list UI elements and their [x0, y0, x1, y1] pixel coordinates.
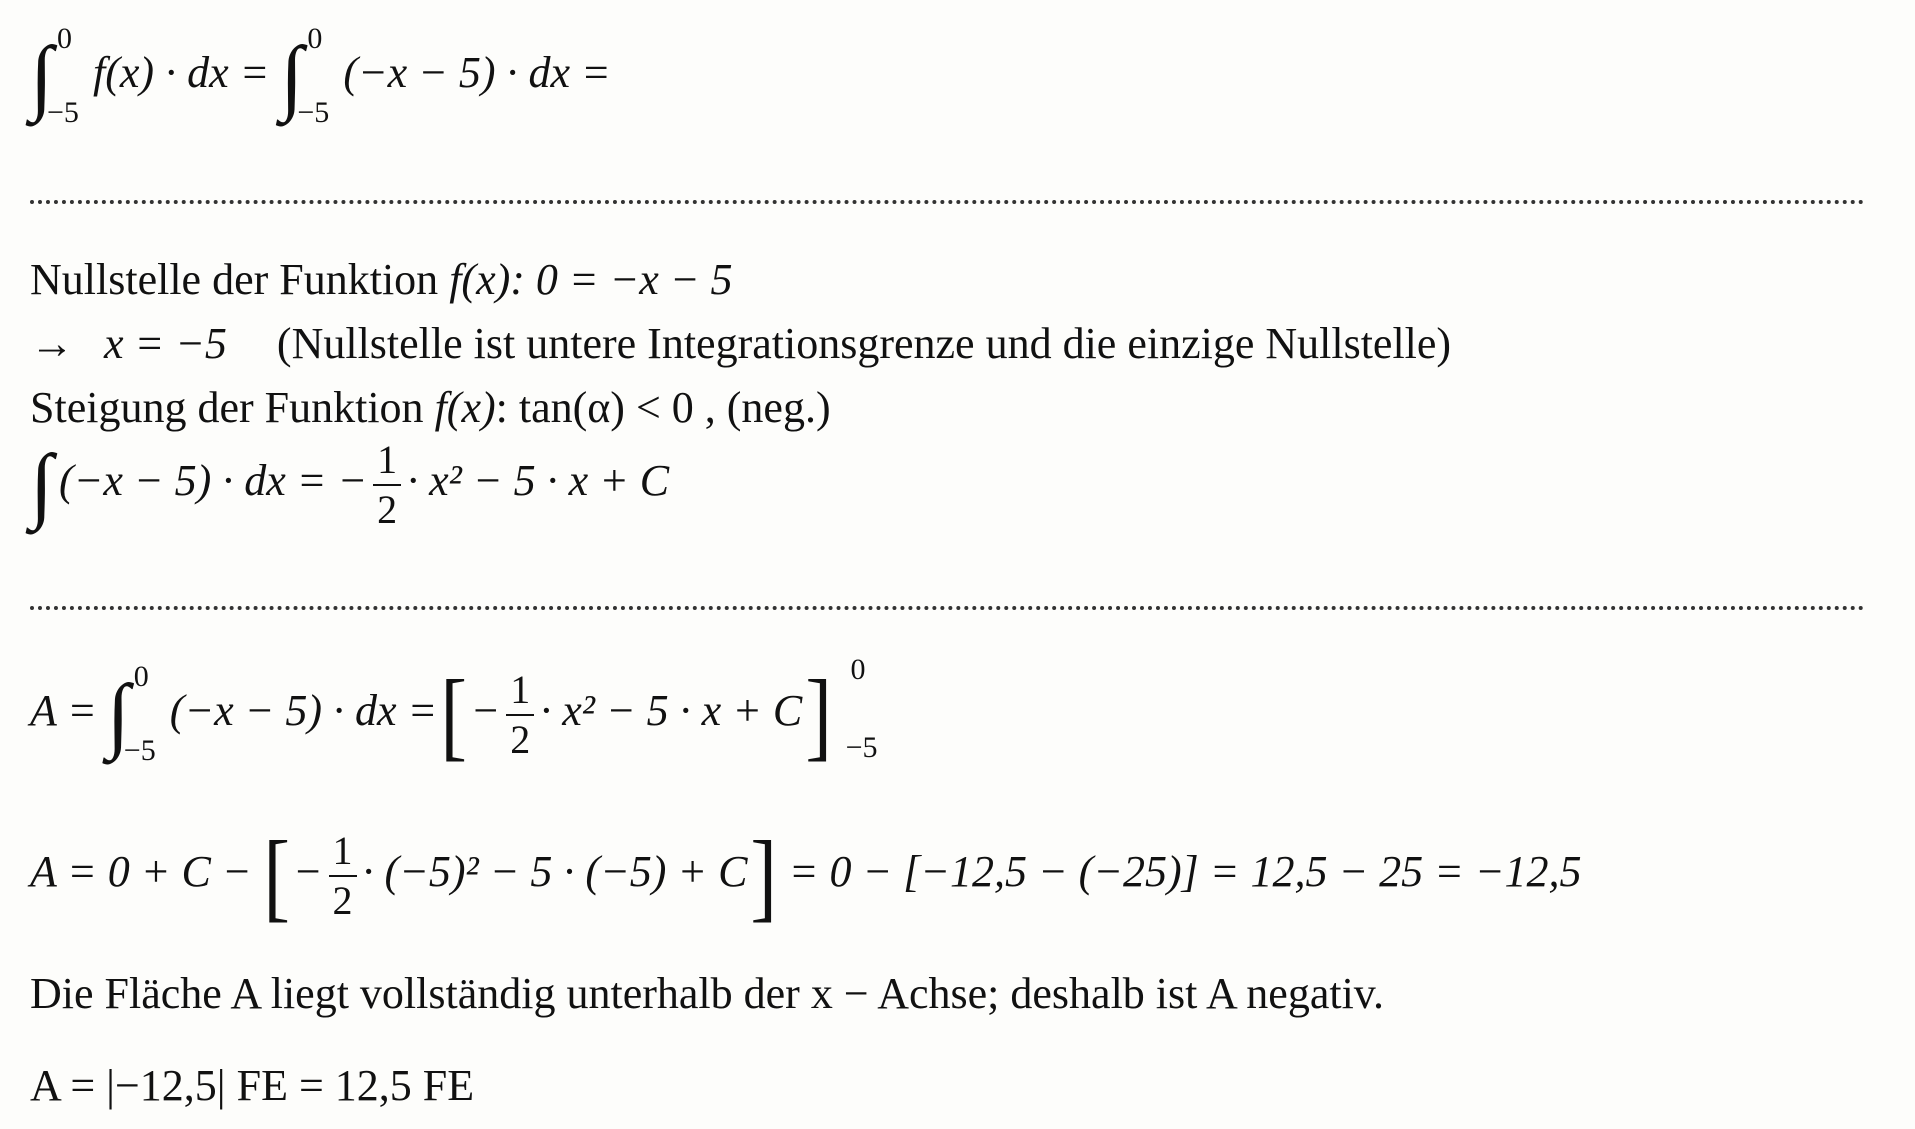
- integral-lhs: f(x) · dx =: [93, 48, 270, 98]
- dotted-separator: [30, 606, 1865, 610]
- equation-area-definite: A = ∫ 0 −5 (−x − 5) · dx =[− $\frac{1}{2}$ · x² − 5 · x + C] 0 −5: [30, 653, 878, 770]
- arrow-icon: →: [30, 319, 74, 368]
- equation-area-evaluation: A = 0 + C − [− $\frac{1}{2}$ · (−5)² − 5 · (−5) + C] = 0 − [−12,5 − (−25)] = 12,5 − 25 = −12,5: [30, 820, 1582, 931]
- equation-antiderivative: ∫ (−x − 5) · dx = − $\frac{1}{2}$ · x² − 5 · x + C: [30, 437, 670, 532]
- integral-limits: 0 −5: [123, 660, 156, 767]
- equation-final-area: A = |−12,5| FE = 12,5 FE: [30, 1061, 475, 1110]
- evaluation-bracket: [− $\frac{1}{2}$ · x² − 5 · x + C] 0 −5: [440, 653, 878, 770]
- integral-sign: ∫: [30, 30, 54, 123]
- integral-sign: ∫: [106, 668, 130, 761]
- fraction: $\frac{1}{2}$: [373, 440, 401, 530]
- equation-line-1: [30, 22, 611, 132]
- integral-sign: ∫: [30, 438, 54, 531]
- integral-limits: 0 −5: [47, 22, 79, 129]
- text-line-conclusion: Die Fläche A liegt vollständig unterhalb der x − Achse; deshalb ist A negativ.: [30, 969, 1384, 1018]
- dotted-separator: [30, 200, 1865, 204]
- text-line-root: → x = −5 (Nullstelle ist untere Integrationsgrenze und die einzige Nullstelle): [30, 319, 1452, 368]
- text-line-steigung: Steigung der Funktion f(x): tan(α) < 0 , (neg.): [30, 383, 831, 432]
- integral-rhs: (−x − 5) · dx =: [343, 48, 611, 98]
- integral-sign: ∫: [280, 30, 304, 123]
- text-line-nullstelle: Nullstelle der Funktion f(x): 0 = −x − 5: [30, 255, 733, 304]
- integral-limits: 0 −5: [297, 22, 330, 129]
